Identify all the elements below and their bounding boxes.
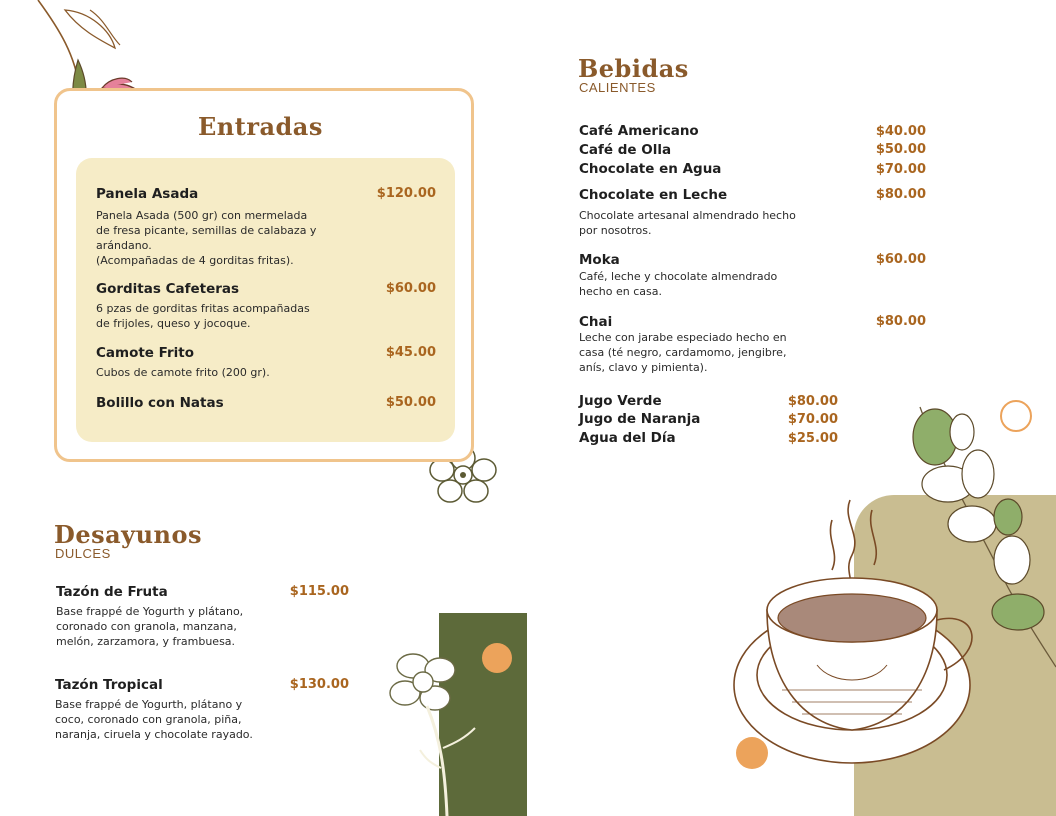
item-price: $60.00 xyxy=(875,252,926,267)
item-price: $130.00 xyxy=(289,677,349,692)
item-name: Moka xyxy=(579,252,620,268)
item-price: $25.00 xyxy=(787,431,838,446)
item-description: Base frappé de Yogurth y plátano, coronado con granola, manzana, melón, zarzamora, y frambuesa. xyxy=(56,605,244,648)
item-name: Jugo de Naranja xyxy=(579,411,701,427)
item-name: Chai xyxy=(579,314,613,330)
menu-item xyxy=(579,430,838,446)
item-name: Café Americano xyxy=(579,123,699,139)
bebidas-subtitle: CALIENTES xyxy=(579,80,656,95)
item-price: $115.00 xyxy=(289,584,349,599)
item-price: $120.00 xyxy=(376,186,436,201)
menu-item xyxy=(56,584,349,649)
item-price: $70.00 xyxy=(787,412,838,427)
menu-item xyxy=(579,393,838,409)
item-price: $80.00 xyxy=(875,187,926,202)
item-price: $50.00 xyxy=(875,142,926,157)
item-description: 6 pzas de gorditas fritas acompañadas de frijoles, queso y jocoque. xyxy=(96,302,310,330)
item-description: Chocolate artesanal almendrado hecho por nosotros. xyxy=(579,209,796,237)
menu-item xyxy=(579,142,926,158)
menu-item xyxy=(55,677,349,742)
item-price: $80.00 xyxy=(875,314,926,329)
item-name: Bolillo con Natas xyxy=(96,395,224,411)
item-price: $45.00 xyxy=(385,345,436,360)
line-flower-stem-icon xyxy=(385,648,485,816)
item-name: Tazón Tropical xyxy=(55,677,163,693)
orange-dot xyxy=(482,643,512,673)
item-name: Camote Frito xyxy=(96,345,195,361)
menu-item xyxy=(579,161,926,177)
menu-item xyxy=(579,411,838,427)
menu-item xyxy=(579,123,926,139)
menu-item xyxy=(96,395,436,411)
item-description: Cubos de camote frito (200 gr). xyxy=(96,366,270,379)
item-price: $60.00 xyxy=(385,281,436,296)
bebidas-title: Bebidas xyxy=(578,54,689,83)
menu-item xyxy=(96,186,436,268)
item-name: Tazón de Fruta xyxy=(56,584,168,600)
item-name: Panela Asada xyxy=(96,186,199,202)
item-description: Leche con jarabe especiado hecho en casa (té negro, cardamomo, jengibre, anís, clavo y pimienta). xyxy=(579,331,787,374)
item-price: $70.00 xyxy=(875,162,926,177)
item-price: $50.00 xyxy=(385,395,436,410)
item-name: Chocolate en Agua xyxy=(579,161,722,177)
menu-item xyxy=(579,252,926,299)
item-name: Chocolate en Leche xyxy=(579,187,728,203)
item-price: $80.00 xyxy=(787,394,838,409)
menu-item xyxy=(579,314,926,375)
item-description: Base frappé de Yogurth, plátano y coco, coronado con granola, piña, naranja, ciruela y chocolate rayado. xyxy=(55,698,253,741)
desayunos-subtitle: DULCES xyxy=(55,546,111,561)
item-name: Agua del Día xyxy=(579,430,676,446)
item-name: Café de Olla xyxy=(579,142,672,158)
item-name: Gorditas Cafeteras xyxy=(96,281,240,297)
item-description: Café, leche y chocolate almendrado hecho en casa. xyxy=(579,270,778,298)
desayunos-title: Desayunos xyxy=(54,520,203,549)
menu-item xyxy=(96,281,436,331)
item-description: Panela Asada (500 gr) con mermelada de fresa picante, semillas de calabaza y arándano. (Acompañadas de 4 gorditas fritas). xyxy=(96,209,317,267)
menu-item xyxy=(96,345,436,380)
item-name: Jugo Verde xyxy=(579,393,662,409)
menu-item xyxy=(579,187,926,238)
item-price: $40.00 xyxy=(875,124,926,139)
orange-dot-small xyxy=(736,737,768,769)
entradas-title: Entradas xyxy=(198,112,323,141)
